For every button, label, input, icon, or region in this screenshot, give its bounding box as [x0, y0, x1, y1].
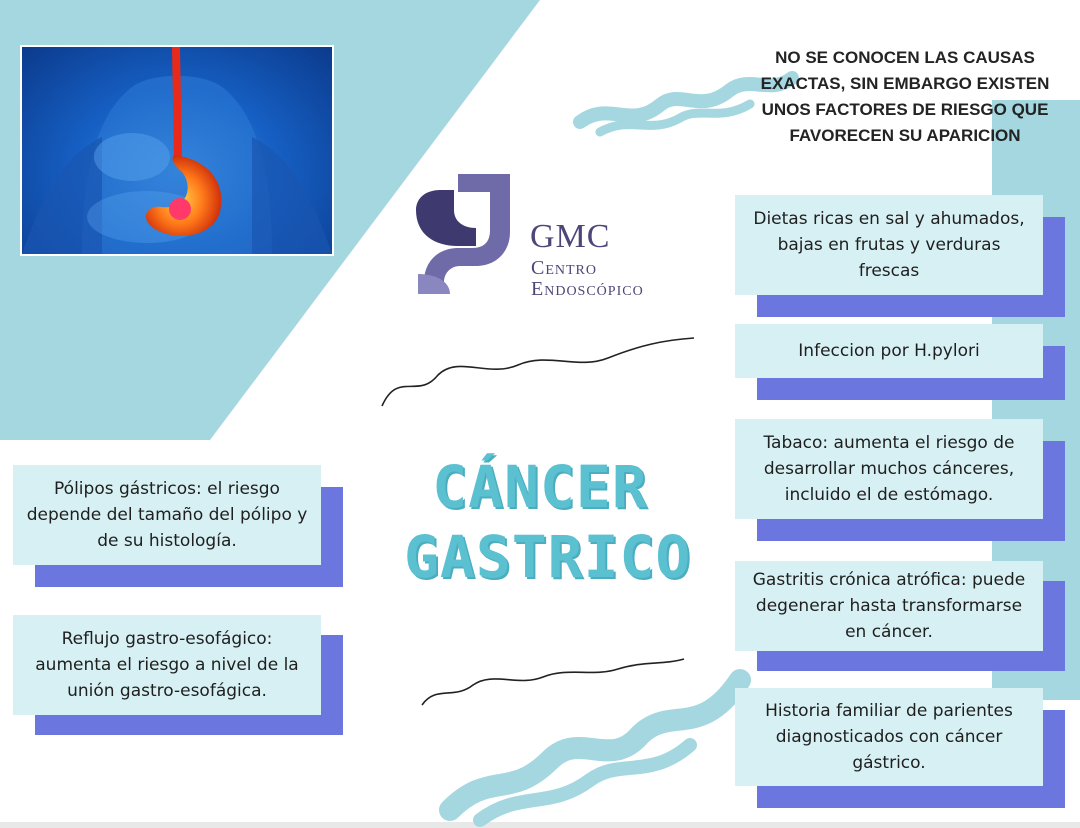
logo-subtitle-line2: Endoscópico — [531, 278, 644, 300]
risk-card-reflux — [13, 615, 321, 715]
card-text: Dietas ricas en sal y ahumados, bajas en frutas y verduras frescas — [753, 209, 1025, 281]
card-text: Infeccion por H.pylori — [798, 341, 980, 361]
squiggle-line-bottom — [418, 655, 688, 710]
card-text: Reflujo gastro-esofágico: aumenta el riesgo a nivel de la unión gastro-esofágica. — [35, 629, 299, 701]
risk-card-hpylori — [735, 324, 1043, 378]
stomach-anatomy-image — [20, 45, 334, 256]
card-face — [735, 561, 1043, 651]
card-face — [13, 615, 321, 715]
card-face — [13, 465, 321, 565]
logo-subtitle — [531, 258, 644, 300]
card-text: Tabaco: aumenta el riesgo de desarrollar muchos cánceres, incluido el de estómago. — [763, 433, 1015, 505]
page-title — [404, 452, 692, 592]
risk-card-tobacco — [735, 419, 1043, 519]
risk-card-gastritis — [735, 561, 1043, 651]
card-text: Historia familiar de parientes diagnosticados con cáncer gástrico. — [765, 701, 1013, 773]
gmc-logo — [410, 170, 700, 300]
risk-card-diet — [735, 195, 1043, 295]
card-face — [735, 324, 1043, 378]
card-text: Pólipos gástricos: el riesgo depende del tamaño del pólipo y de su histología. — [26, 479, 308, 551]
card-face — [735, 688, 1043, 786]
title-line2: GASTRICO — [404, 523, 692, 591]
card-text: Gastritis crónica atrófica: puede degenerar hasta transformarse en cáncer. — [752, 570, 1026, 642]
logo-subtitle-line1: Centro — [531, 257, 598, 279]
logo-name: GMC — [530, 218, 611, 255]
squiggle-line-top — [378, 330, 698, 410]
card-face — [735, 195, 1043, 295]
risk-card-family-history — [735, 688, 1043, 786]
title-line1: CÁNCER — [432, 453, 648, 521]
card-face — [735, 419, 1043, 519]
risk-card-polyps — [13, 465, 321, 565]
headline: NO SE CONOCEN LAS CAUSAS EXACTAS, SIN EMBARGO EXISTEN UNOS FACTORES DE RIESGO QUE FAVORECEN SU APARICION — [760, 48, 1050, 145]
logo-mark-icon — [410, 170, 525, 295]
